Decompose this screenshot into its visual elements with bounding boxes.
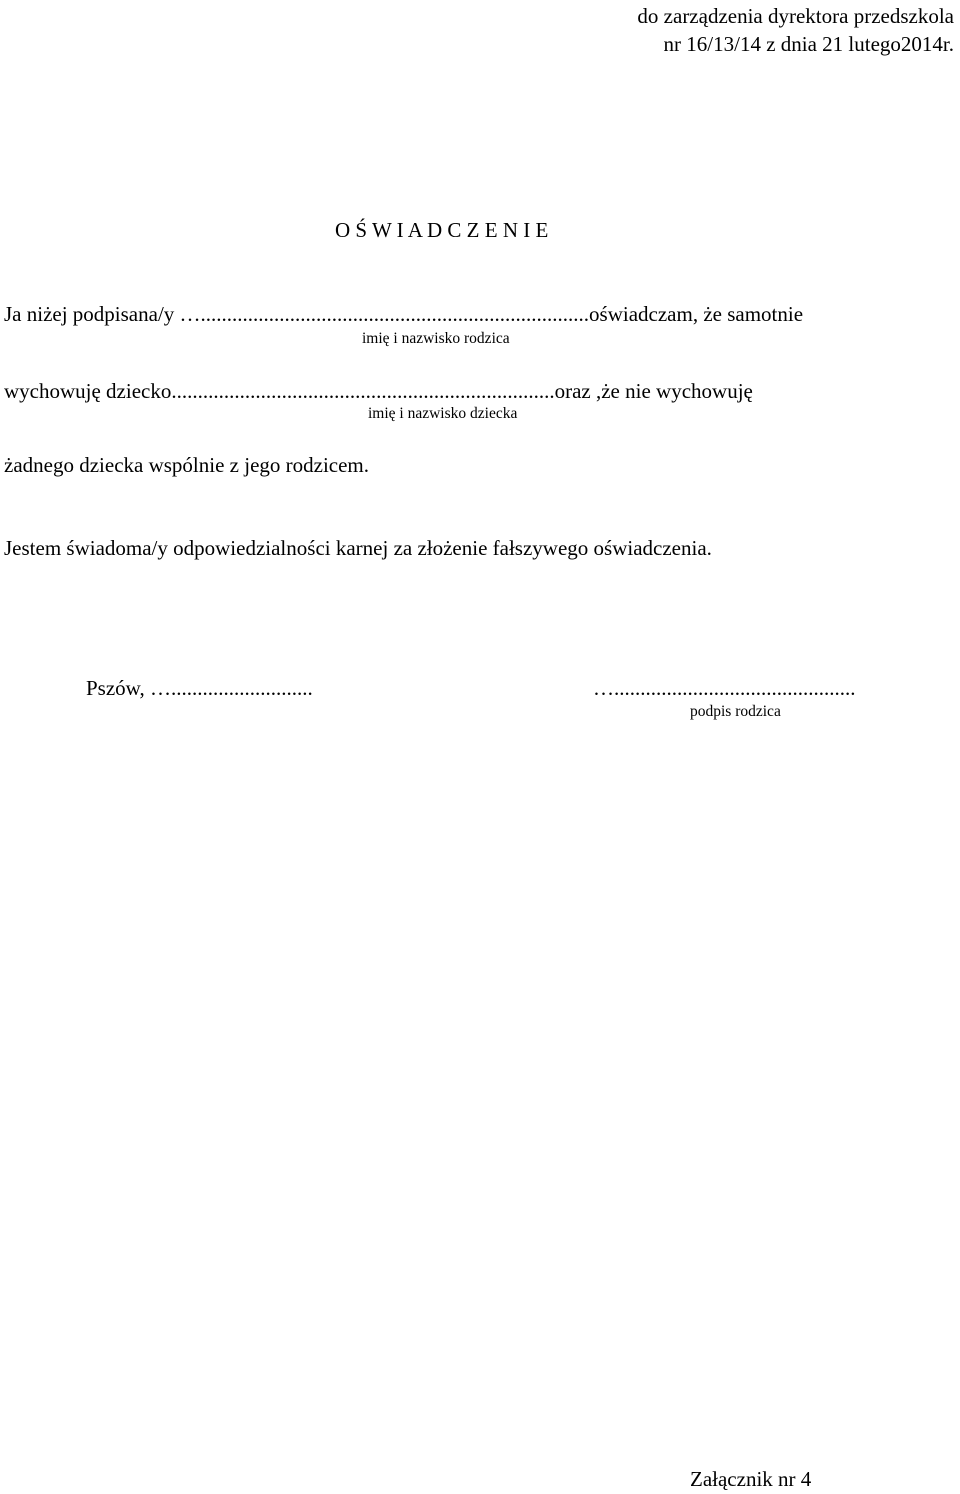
header-line-2: nr 16/13/14 z dnia 21 lutego2014r.	[663, 32, 954, 56]
header-line-1: do zarządzenia dyrektora przedszkola	[637, 4, 954, 28]
child-name-caption: imię i nazwisko dziecka	[368, 405, 518, 422]
signature-field: …..............................................	[593, 676, 856, 700]
document-header	[637, 2, 954, 58]
attachment-label: Załącznik nr 4	[690, 1467, 812, 1491]
responsibility-declaration: Jestem świadoma/y odpowiedzialności karnej za złożenie fałszywego oświadczenia.	[4, 536, 712, 560]
signature-caption: podpis rodzica	[690, 703, 781, 720]
statement-line-1: Ja niżej podpisana/y …..........................................................................oświadczam, że samotnie	[4, 302, 804, 326]
parent-name-caption: imię i nazwisko rodzica	[362, 330, 510, 347]
statement-line-3: żadnego dziecka wspólnie z jego rodzicem.	[4, 453, 370, 477]
document-title: O Ś W I A D C Z E N I E	[335, 218, 549, 242]
statement-line-2: wychowuję dziecko.........................................................................oraz ,że nie wychowuję	[4, 379, 753, 403]
place-date-field: Pszów, …...........................	[86, 676, 313, 700]
